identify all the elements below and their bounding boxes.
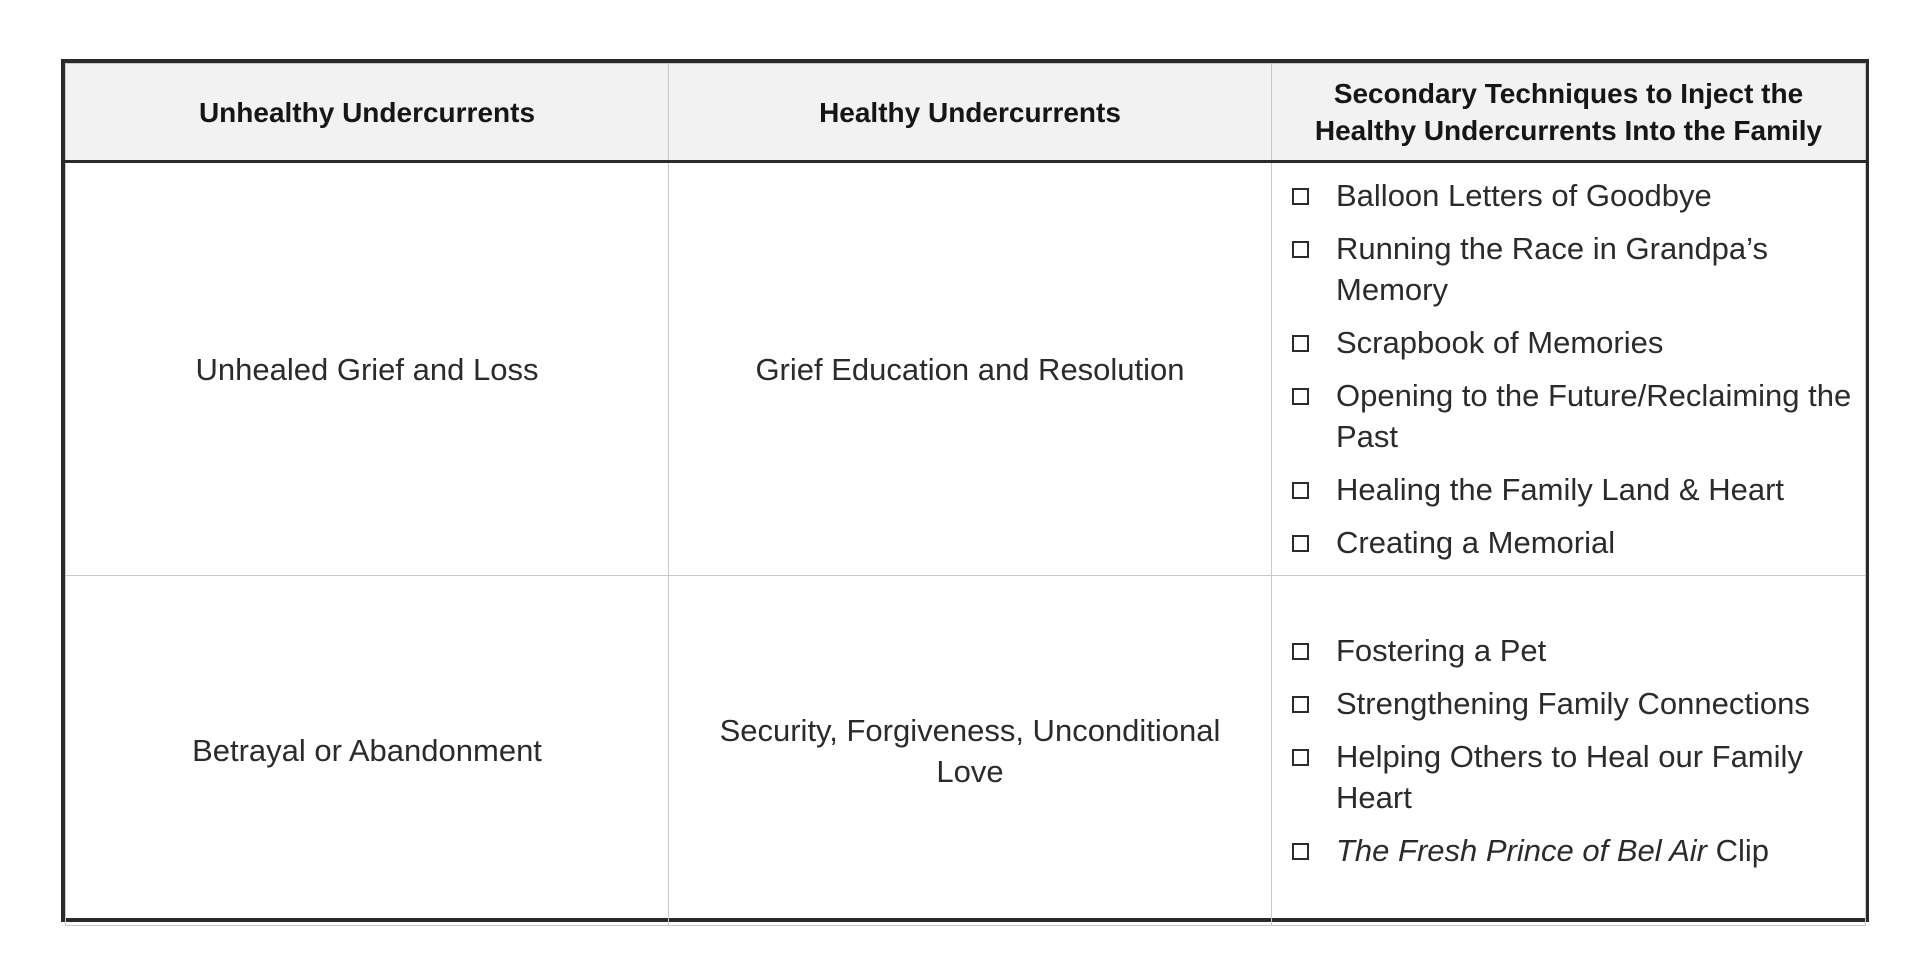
technique-item [1290,175,1865,216]
technique-label: Creating a Memorial [1336,525,1616,560]
empty-checkbox-icon [1292,643,1309,660]
technique-item [1290,469,1865,510]
technique-item [1290,830,1865,871]
empty-checkbox-icon [1292,749,1309,766]
technique-item [1290,522,1865,563]
technique-label: Healing the Family Land & Heart [1336,472,1785,507]
undercurrents-table-container [61,59,1869,922]
header-secondary-techniques: Secondary Techniques to Inject the Healthy Undercurrents Into the Family [1272,64,1866,162]
empty-checkbox-icon [1292,241,1309,258]
technique-label: Opening to the Future/Reclaiming the Past [1336,378,1852,454]
techniques-list [1290,175,1865,563]
technique-label: Fostering a Pet [1336,633,1547,668]
techniques-cell [1272,162,1866,576]
technique-item [1290,630,1865,671]
technique-label: Scrapbook of Memories [1336,325,1664,360]
empty-checkbox-icon [1292,843,1309,860]
healthy-cell: Grief Education and Resolution [669,162,1272,576]
technique-item [1290,683,1865,724]
undercurrents-table [65,63,1866,926]
technique-item [1290,736,1865,818]
technique-label [1336,830,1865,871]
unhealthy-cell: Unhealed Grief and Loss [66,162,669,576]
techniques-list [1290,630,1865,871]
technique-label: Running the Race in Grandpa’s Memory [1336,231,1768,307]
empty-checkbox-icon [1292,388,1309,405]
table-header-row [66,64,1866,162]
techniques-cell [1272,576,1866,926]
header-unhealthy-undercurrents: Unhealthy Undercurrents [66,64,669,162]
technique-label: Helping Others to Heal our Family Heart [1336,739,1803,815]
empty-checkbox-icon [1292,482,1309,499]
show-title-suffix: Clip [1707,833,1770,868]
technique-label: Balloon Letters of Goodbye [1336,178,1712,213]
show-title: The Fresh Prince of Bel Air [1336,833,1707,868]
header-healthy-undercurrents: Healthy Undercurrents [669,64,1272,162]
empty-checkbox-icon [1292,696,1309,713]
technique-item [1290,375,1865,457]
table-row [66,576,1866,926]
empty-checkbox-icon [1292,188,1309,205]
table-row [66,162,1866,576]
empty-checkbox-icon [1292,335,1309,352]
empty-checkbox-icon [1292,535,1309,552]
technique-item [1290,228,1865,310]
technique-label: Strengthening Family Connections [1336,686,1810,721]
healthy-cell: Security, Forgiveness, Unconditional Love [669,576,1272,926]
technique-item [1290,322,1865,363]
unhealthy-cell: Betrayal or Abandonment [66,576,669,926]
